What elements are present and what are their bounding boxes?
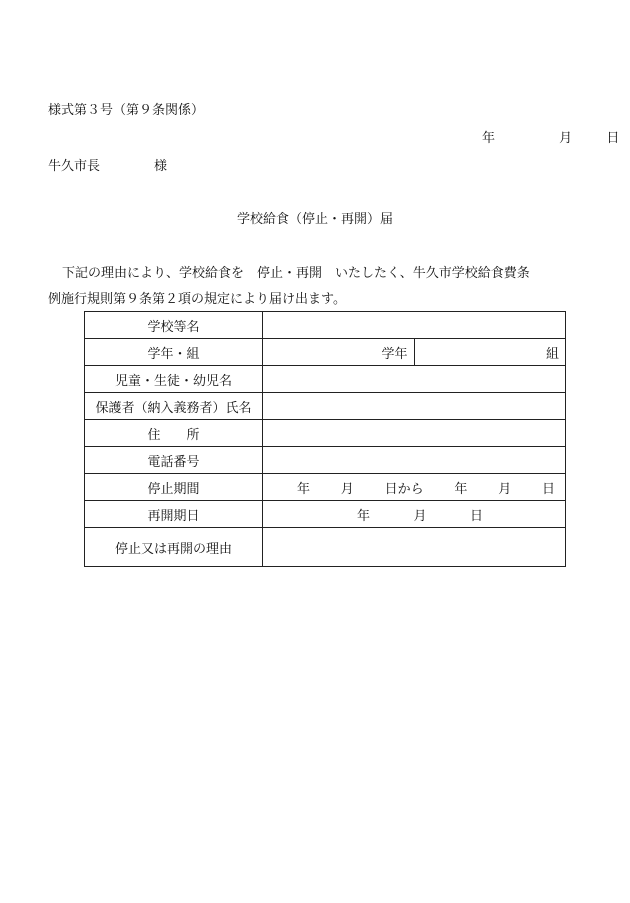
body-text [48, 261, 588, 313]
table-row [85, 420, 566, 447]
addressee-name: 牛久市長 [48, 159, 101, 174]
period-end-month: 月 [498, 481, 512, 497]
row-label-guardian-name: 保護者（納入義務者）氏名 [85, 393, 263, 420]
table-row [85, 312, 566, 339]
application-table [84, 311, 566, 567]
row-label-grade-class: 学年・組 [85, 339, 263, 366]
table-row [85, 366, 566, 393]
row-label-address: 住 所 [85, 420, 263, 447]
school-name-field[interactable] [263, 312, 566, 339]
honorific: 様 [154, 159, 168, 174]
document-title: 学校給食（停止・再開）届 [236, 212, 393, 227]
body-line-1: 下記の理由により、学校給食を 停止・再開 いたしたく、牛久市学校給食費条 [62, 266, 530, 281]
table-row [85, 474, 566, 501]
guardian-name-field[interactable] [263, 393, 566, 420]
row-label-phone: 電話番号 [85, 447, 263, 474]
date-month: 月 [559, 131, 573, 146]
row-label-reason: 停止又は再開の理由 [85, 528, 263, 567]
period-start-day: 日から [384, 481, 424, 497]
period-start-month: 月 [340, 481, 354, 497]
body-line-2: 例施行規則第９条第２項の規定により届け出ます。 [48, 292, 346, 307]
row-label-suspension-period: 停止期間 [85, 474, 263, 501]
grade-field[interactable]: 学年 [263, 339, 415, 366]
suspension-period-field[interactable] [263, 474, 566, 501]
class-field[interactable]: 組 [414, 339, 566, 366]
period-start-year: 年 [297, 481, 311, 497]
child-name-field[interactable] [263, 366, 566, 393]
reason-field[interactable] [263, 528, 566, 567]
row-label-child-name: 児童・生徒・幼児名 [85, 366, 263, 393]
row-label-restart-date: 再開期日 [85, 501, 263, 528]
date-day: 日 [606, 131, 620, 146]
table-row [85, 447, 566, 474]
addressee [48, 155, 167, 174]
table-row [85, 393, 566, 420]
form-number: 様式第３号（第９条関係） [48, 103, 205, 118]
table-row [85, 501, 566, 528]
date-year: 年 [482, 131, 496, 146]
address-field[interactable] [263, 420, 566, 447]
submission-date [482, 127, 619, 146]
period-end-day: 日 [541, 481, 555, 497]
table-row [85, 528, 566, 567]
period-end-year: 年 [454, 481, 468, 497]
table-row [85, 339, 566, 366]
restart-day: 日 [469, 508, 483, 524]
phone-field[interactable] [263, 447, 566, 474]
row-label-school: 学校等名 [85, 312, 263, 339]
restart-year: 年 [357, 508, 371, 524]
restart-date-field[interactable] [263, 501, 566, 528]
restart-month: 月 [413, 508, 427, 524]
